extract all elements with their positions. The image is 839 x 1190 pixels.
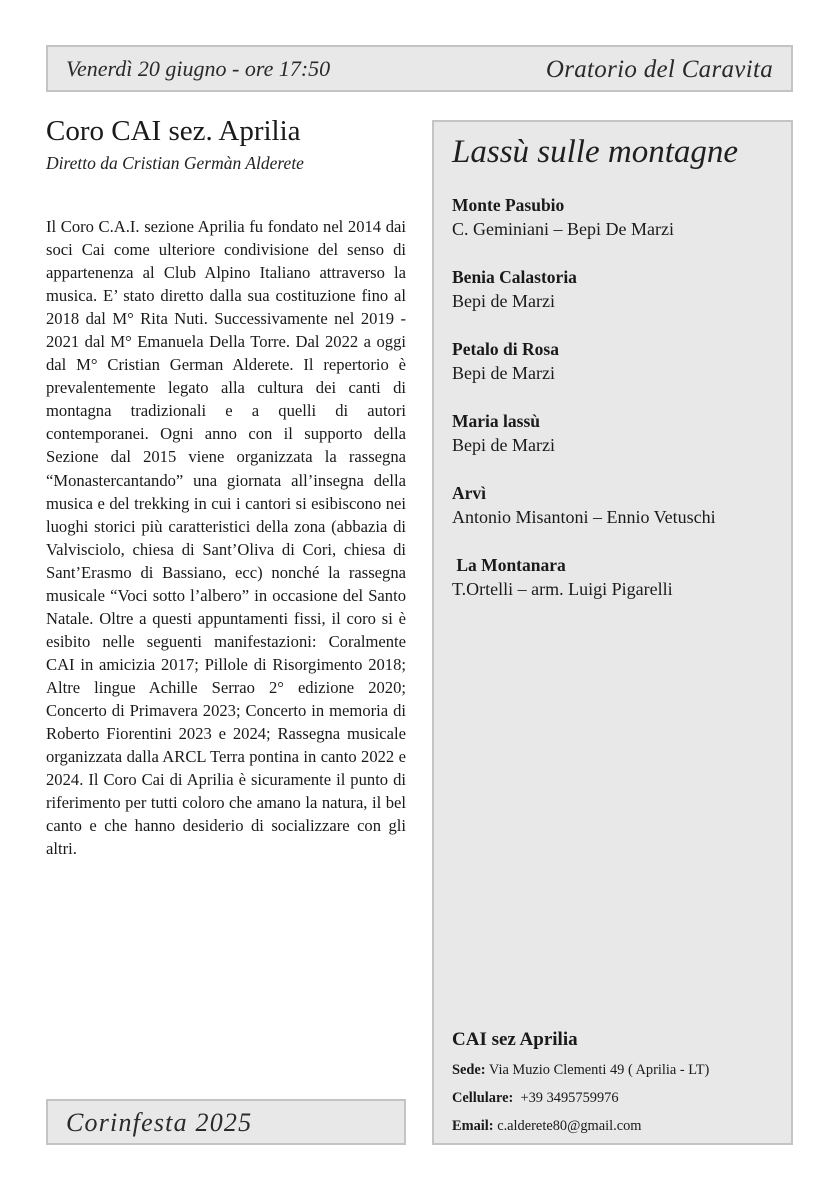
piece-author: Bepi de Marzi <box>452 363 555 383</box>
choir-director: Diretto da Cristian Germàn Alderete <box>46 153 304 173</box>
header-bar <box>46 45 793 92</box>
piece-title: Monte Pasubio <box>452 195 565 215</box>
festival-name: Corinfesta 2025 <box>66 1108 253 1137</box>
program-piece <box>452 194 782 242</box>
program-piece <box>452 482 782 530</box>
choir-name: Coro CAI sez. Aprilia <box>46 115 301 147</box>
event-venue: Oratorio del Caravita <box>545 56 773 83</box>
program-panel <box>432 120 793 1145</box>
program-piece <box>452 266 782 314</box>
program-piece <box>452 554 782 602</box>
address-value: Via Muzio Clementi 49 ( Aprilia - LT) <box>488 1062 710 1078</box>
choir-biography: Il Coro C.A.I. sezione Aprilia fu fondato nel 2014 dai soci Cai come ulteriore condivisione del senso di appartenenza al Club Alpino Italiano attraverso la musica. E’ stato diretto dalla sua costituzione fino al 2018 dal M° Rita Nuti. Successivamente nel 2019 - 2021 dal M° Emanuela Della Torre. Dal 2022 a oggi dal M° Cristian German Alderete. Il repertorio è prevalentemente legato alla cultura dei canti di montagna tradizionali e a quelli di autori contemporanei. Ogni anno con il supporto della Sezione dal 2015 viene organizzata la rassegna “Monastercantando” una giornata all’insegna della musica e del trekking in cui i cantori si esibiscono nei luoghi storici più caratteristici della zona (abbazia di Valvisciolo, chiesa di Sant’Oliva di Cori, chiesa di Sant’Erasmo di Bassiano, ecc) nonché la rassegna musicale “Voci sotto l’albero” in occasione del Santo Natale. Oltre a questi appuntamenti fissi, il coro si è esibito nelle seguenti manifestazioni: Coralmente CAI in amicizia 2017; Pillole di Risorgimento 2018; Altre lingue Achille Serrao 2° edizione 2020; Concerto di Primavera 2023; Concerto in memoria di Roberto Fiorentini 2023 e 2024; Rassegna musicale organizzata dalla ARCL Terra pontina in canto 2022 e 2024. Il Coro Cai di Aprilia è sicuramente il punto di riferimento per tutti coloro che amano la natura, il bel canto e che hanno desiderio di socializzare con gli altri. <box>46 217 406 859</box>
piece-author: Bepi de Marzi <box>452 435 555 455</box>
piece-title: La Montanara <box>452 555 566 575</box>
email-label: Email: <box>452 1118 494 1134</box>
piece-author: Bepi de Marzi <box>452 291 555 311</box>
address-label: Sede: <box>452 1062 486 1078</box>
program-piece <box>452 410 782 458</box>
piece-author: T.Ortelli – arm. Luigi Pigarelli <box>452 579 673 599</box>
program-piece <box>452 338 782 386</box>
contact-email <box>452 1118 642 1135</box>
event-date-time: Venerdì 20 giugno - ore 17:50 <box>66 56 331 81</box>
piece-title: Maria lassù <box>452 411 540 431</box>
contact-address <box>452 1062 709 1079</box>
piece-title: Benia Calastoria <box>452 267 577 287</box>
piece-author: Antonio Misantoni – Ennio Vetuschi <box>452 507 716 527</box>
piece-title: Petalo di Rosa <box>452 339 559 359</box>
piece-author: C. Geminiani – Bepi De Marzi <box>452 219 674 239</box>
piece-title: Arvì <box>452 483 487 503</box>
festival-bar <box>46 1099 406 1145</box>
phone-value: +39 3495759976 <box>520 1090 619 1106</box>
phone-label: Cellulare: <box>452 1090 514 1106</box>
organization-name: CAI sez Aprilia <box>452 1029 578 1050</box>
contact-phone <box>452 1090 619 1107</box>
email-value: c.alderete80@gmail.com <box>497 1118 642 1134</box>
program-title: Lassù sulle montagne <box>452 134 739 170</box>
